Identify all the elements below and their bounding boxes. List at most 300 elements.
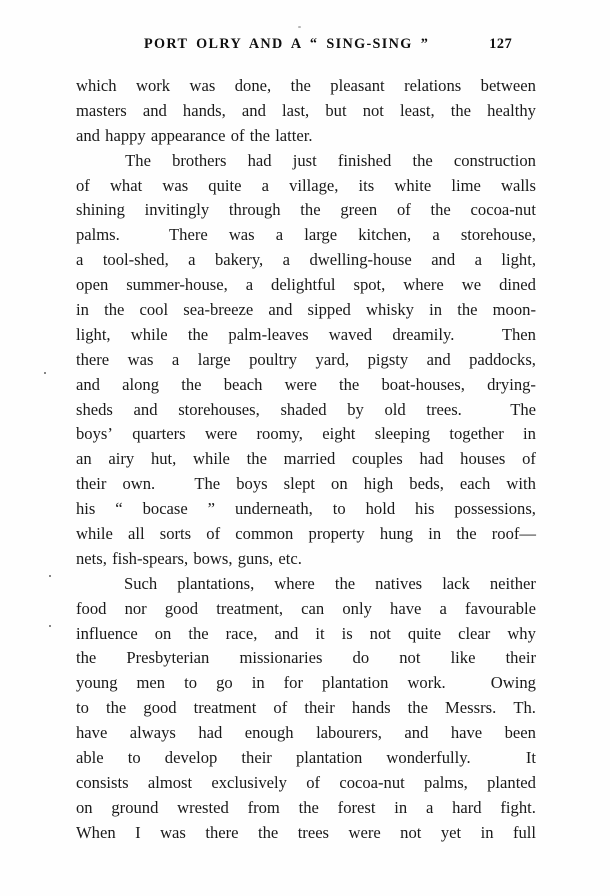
text-line [76, 198, 536, 223]
running-head [76, 36, 535, 58]
word: on [154, 623, 172, 643]
word: was [160, 822, 186, 842]
word: a [245, 275, 254, 295]
word: shining [76, 200, 125, 220]
word: houses [460, 449, 506, 469]
word: walls [500, 175, 536, 195]
word: Th. [513, 698, 536, 718]
word: fight. [500, 797, 536, 817]
word: it [315, 623, 325, 643]
word: men [136, 673, 166, 693]
word: a [171, 349, 180, 369]
word: forest [337, 797, 376, 817]
word: the [188, 623, 209, 643]
word: yard, [315, 349, 350, 369]
word: palms, [424, 772, 468, 792]
word: their [241, 748, 272, 768]
scan-speck-icon [49, 575, 51, 577]
word: There [169, 225, 208, 245]
word: eight [322, 424, 356, 444]
word: The [125, 150, 151, 170]
word: good [143, 698, 177, 718]
word: the [187, 324, 209, 344]
text-line [76, 124, 536, 149]
word: finished [337, 150, 392, 170]
word: quarters [132, 424, 186, 444]
word: beds, [409, 474, 444, 494]
word: between [480, 76, 536, 95]
text-line [76, 348, 536, 373]
scan-speck-icon [49, 625, 51, 627]
word: a [432, 225, 440, 245]
word: hold [365, 499, 396, 519]
word: I [135, 822, 141, 842]
word: ” [207, 499, 216, 519]
word: a [282, 250, 290, 270]
word: in [523, 424, 536, 444]
word: open [76, 275, 109, 295]
text-line [76, 746, 536, 771]
word: bakery, [214, 250, 264, 270]
word: dined [499, 275, 536, 295]
word: neither [489, 573, 536, 593]
word: and [274, 623, 299, 643]
word: lime [451, 175, 481, 195]
word: of [273, 698, 288, 718]
word: common [235, 524, 294, 544]
word: couples [352, 449, 403, 469]
word: young [76, 673, 118, 693]
word: work [135, 76, 171, 95]
word: in [251, 673, 265, 693]
word: property [308, 524, 365, 544]
word: married [283, 449, 336, 469]
text-line [76, 447, 536, 472]
word: in [76, 300, 89, 320]
word: dreamily. [392, 324, 455, 344]
running-head-title: PORT OLRY AND A “ SING-SING ” [144, 36, 430, 52]
word: nor [124, 598, 147, 618]
word: with [506, 474, 536, 494]
word: a [275, 225, 284, 245]
word: was [162, 175, 189, 195]
word: in [428, 524, 442, 544]
word: invitingly [144, 200, 210, 220]
word: what [109, 175, 143, 195]
word: to [184, 673, 198, 693]
word: whisky [366, 300, 414, 320]
word: was [189, 76, 216, 95]
word: Then [501, 324, 536, 344]
word: through [228, 200, 281, 220]
body-text-block [76, 74, 536, 846]
word: almost [147, 772, 193, 792]
word: hands, [182, 100, 226, 120]
word: the [249, 125, 270, 145]
word: relations [404, 76, 462, 95]
text-line [76, 522, 536, 547]
word: the [257, 822, 279, 842]
word: brothers [172, 150, 227, 170]
word: the [334, 573, 356, 593]
word: have [390, 598, 422, 618]
word: own. [122, 474, 156, 494]
word: bows, [193, 548, 233, 568]
word: planted [487, 772, 536, 792]
word: sheds [76, 399, 113, 419]
word: beach [223, 374, 263, 394]
word: the [339, 374, 360, 394]
word: airy [108, 449, 135, 469]
word: where [274, 573, 315, 593]
word: just [292, 150, 317, 170]
word: and [133, 399, 158, 419]
word: the [246, 449, 267, 469]
text-line [76, 796, 536, 821]
word: Messrs. [445, 698, 497, 718]
word: treatment [193, 698, 257, 718]
word: palms. [76, 225, 120, 245]
word: where [403, 275, 444, 295]
text-line [76, 622, 536, 647]
word: was [228, 225, 255, 245]
word: slept [283, 474, 315, 494]
word: a [474, 250, 482, 270]
word: all [128, 524, 145, 544]
word: had [419, 449, 444, 469]
word: enough [244, 723, 294, 743]
word: large [197, 349, 231, 369]
word: cocoa-nut [339, 772, 405, 792]
word: of [206, 524, 221, 544]
word: sea-breeze [183, 300, 254, 320]
word: hut, [150, 449, 177, 469]
word: least, [400, 100, 435, 120]
word: from [247, 797, 280, 817]
word: of [396, 200, 411, 220]
word: pleasant [330, 76, 385, 95]
word: nets, [76, 548, 107, 568]
text-line [76, 174, 536, 199]
word: the [456, 524, 477, 544]
text-line [76, 771, 536, 796]
word: plantation [295, 748, 363, 768]
word: sleeping [374, 424, 431, 444]
text-line [76, 497, 536, 522]
word: and [76, 125, 100, 145]
word: not [400, 822, 422, 842]
word: to [332, 499, 346, 519]
word: were [348, 822, 381, 842]
word: we [461, 275, 482, 295]
word: hands [351, 698, 391, 718]
word: “ [115, 499, 123, 519]
word: the [407, 698, 428, 718]
word: like [450, 648, 476, 668]
word: of [522, 449, 536, 469]
word: while [76, 524, 113, 544]
word: have [76, 723, 108, 743]
word: ground [111, 797, 159, 817]
text-line [76, 323, 536, 348]
text-line [76, 398, 536, 423]
word: influence [76, 623, 138, 643]
scan-speck-icon [298, 26, 301, 28]
word: cocoa-nut [470, 200, 536, 220]
text-line [76, 671, 536, 696]
word: on [331, 474, 348, 494]
word: high [363, 474, 394, 494]
word: in [480, 822, 494, 842]
text-line [76, 223, 536, 248]
word: the [290, 76, 311, 95]
word: the [300, 200, 321, 220]
word: treatment, [216, 598, 284, 618]
word: tool-shed, [102, 250, 169, 270]
word: were [284, 374, 317, 394]
word: missionaries [239, 648, 323, 668]
word: there [76, 349, 110, 369]
page-number: 127 [489, 36, 513, 52]
word: able [76, 748, 104, 768]
word: village, [289, 175, 339, 195]
word: shaded [280, 399, 327, 419]
word: kitchen, [358, 225, 412, 245]
word: of [230, 125, 245, 145]
word: not [399, 648, 421, 668]
word: favourable [465, 598, 536, 618]
word: The [510, 399, 536, 419]
word: race, [225, 623, 258, 643]
word: green [340, 200, 378, 220]
word: consists [76, 772, 129, 792]
word: is [341, 623, 353, 643]
word: were [204, 424, 238, 444]
text-line [76, 373, 536, 398]
word: done, [234, 76, 272, 95]
word: summer-house, [126, 275, 228, 295]
word: the [104, 300, 125, 320]
word: only [342, 598, 372, 618]
word: white [394, 175, 432, 195]
word: to [127, 748, 141, 768]
word: the [298, 797, 319, 817]
word: wonderfully. [386, 748, 471, 768]
word: healthy [487, 100, 536, 120]
word: his [76, 499, 96, 519]
word: trees. [426, 399, 462, 419]
word: of [76, 175, 90, 195]
word: storehouse, [460, 225, 536, 245]
word: happy [105, 125, 146, 145]
word: trees [297, 822, 330, 842]
word: etc. [278, 548, 302, 568]
word: and [404, 723, 429, 743]
word: waved [328, 324, 373, 344]
word: and [241, 100, 266, 120]
word: labourers, [316, 723, 382, 743]
scan-speck-icon [44, 372, 46, 374]
word: its [358, 175, 375, 195]
word: the [106, 698, 127, 718]
word: large [304, 225, 338, 245]
word: can [301, 598, 325, 618]
word: storehouses, [178, 399, 260, 419]
word: plantation [322, 673, 389, 693]
word: spot, [353, 275, 386, 295]
word: plantations, [177, 573, 255, 593]
word: and [431, 250, 456, 270]
word: and [268, 300, 293, 320]
word: together [449, 424, 504, 444]
word: appearance [150, 125, 226, 145]
word: paddocks, [469, 349, 536, 369]
word: clear [458, 623, 491, 643]
word: quite [208, 175, 242, 195]
word: their [76, 474, 107, 494]
word: Owing [490, 673, 536, 693]
word: cool [139, 300, 169, 320]
word: a [76, 250, 84, 270]
word: a [261, 175, 269, 195]
word: It [525, 748, 536, 768]
word: do [352, 648, 370, 668]
word: in [394, 797, 408, 817]
word: the [457, 300, 478, 320]
word: light, [501, 250, 536, 270]
word: good [164, 598, 199, 618]
text-line [76, 298, 536, 323]
word: natives [375, 573, 423, 593]
word: sorts [159, 524, 192, 544]
word: possessions, [454, 499, 536, 519]
word: boys’ [76, 424, 113, 444]
word: moon- [492, 300, 536, 320]
text-line [76, 99, 536, 124]
word: fish-spears, [112, 548, 189, 568]
word: why [507, 623, 536, 643]
word: by [347, 399, 364, 419]
text-line [76, 696, 536, 721]
text-line [76, 547, 536, 572]
word: Presbyterian [126, 648, 210, 668]
word: of [306, 772, 321, 792]
word: exclusively [211, 772, 287, 792]
word: hard [452, 797, 482, 817]
word: boys [236, 474, 268, 494]
word: old [384, 399, 406, 419]
text-line [76, 248, 536, 273]
word: construction [453, 150, 536, 170]
word: bocase [142, 499, 188, 519]
text-line [76, 472, 536, 497]
word: while [130, 324, 168, 344]
word: work. [407, 673, 446, 693]
text-line [76, 597, 536, 622]
word: for [283, 673, 304, 693]
word: and [76, 374, 100, 394]
word: the [412, 150, 433, 170]
word: and [142, 100, 167, 120]
word: dwelling-house [309, 250, 412, 270]
word: yet [440, 822, 462, 842]
word: and [426, 349, 451, 369]
word: a [439, 598, 447, 618]
word: but [325, 100, 347, 120]
word: was [127, 349, 154, 369]
word: boat-houses, [381, 374, 465, 394]
text-line [76, 74, 536, 99]
word: food [76, 598, 107, 618]
text-line [76, 422, 536, 447]
word: which [76, 76, 117, 95]
word: on [76, 797, 93, 817]
word: go [216, 673, 233, 693]
word: light, [76, 324, 111, 344]
word: quite [407, 623, 442, 643]
word: there [205, 822, 239, 842]
word: always [129, 723, 176, 743]
word: palm-leaves [228, 324, 309, 344]
text-line [76, 572, 536, 597]
word: their [505, 648, 536, 668]
text-line [76, 721, 536, 746]
word: delightful [271, 275, 336, 295]
word: drying- [487, 374, 536, 394]
word: When [76, 822, 116, 842]
word: roomy, [256, 424, 303, 444]
text-line [76, 646, 536, 671]
word: been [504, 723, 536, 743]
word: last, [282, 100, 310, 120]
word: poultry [249, 349, 298, 369]
word: masters [76, 100, 127, 120]
word: sipped [307, 300, 351, 320]
word: hung [379, 524, 414, 544]
word: in [429, 300, 443, 320]
word: underneath, [234, 499, 313, 519]
word: lack [442, 573, 470, 593]
word: not [362, 100, 384, 120]
word: not [369, 623, 391, 643]
word: have [450, 723, 483, 743]
word: The [194, 474, 221, 494]
text-line [76, 821, 536, 846]
text-line [76, 149, 536, 174]
word: their [304, 698, 335, 718]
text-line [76, 273, 536, 298]
word: an [76, 449, 92, 469]
word: the [76, 648, 97, 668]
word: had [198, 723, 223, 743]
word: full [512, 822, 536, 842]
word: guns, [237, 548, 274, 568]
word: latter. [275, 125, 313, 145]
word: pigsty [367, 349, 409, 369]
word: to [76, 698, 89, 718]
word: the [181, 374, 202, 394]
word: Such [124, 573, 158, 593]
word: each [459, 474, 491, 494]
word: develop [164, 748, 218, 768]
word: roof— [491, 524, 536, 544]
word: wrested [177, 797, 229, 817]
word: the [430, 200, 451, 220]
word: while [193, 449, 230, 469]
word: a [425, 797, 434, 817]
word: had [247, 150, 272, 170]
word: the [450, 100, 471, 120]
